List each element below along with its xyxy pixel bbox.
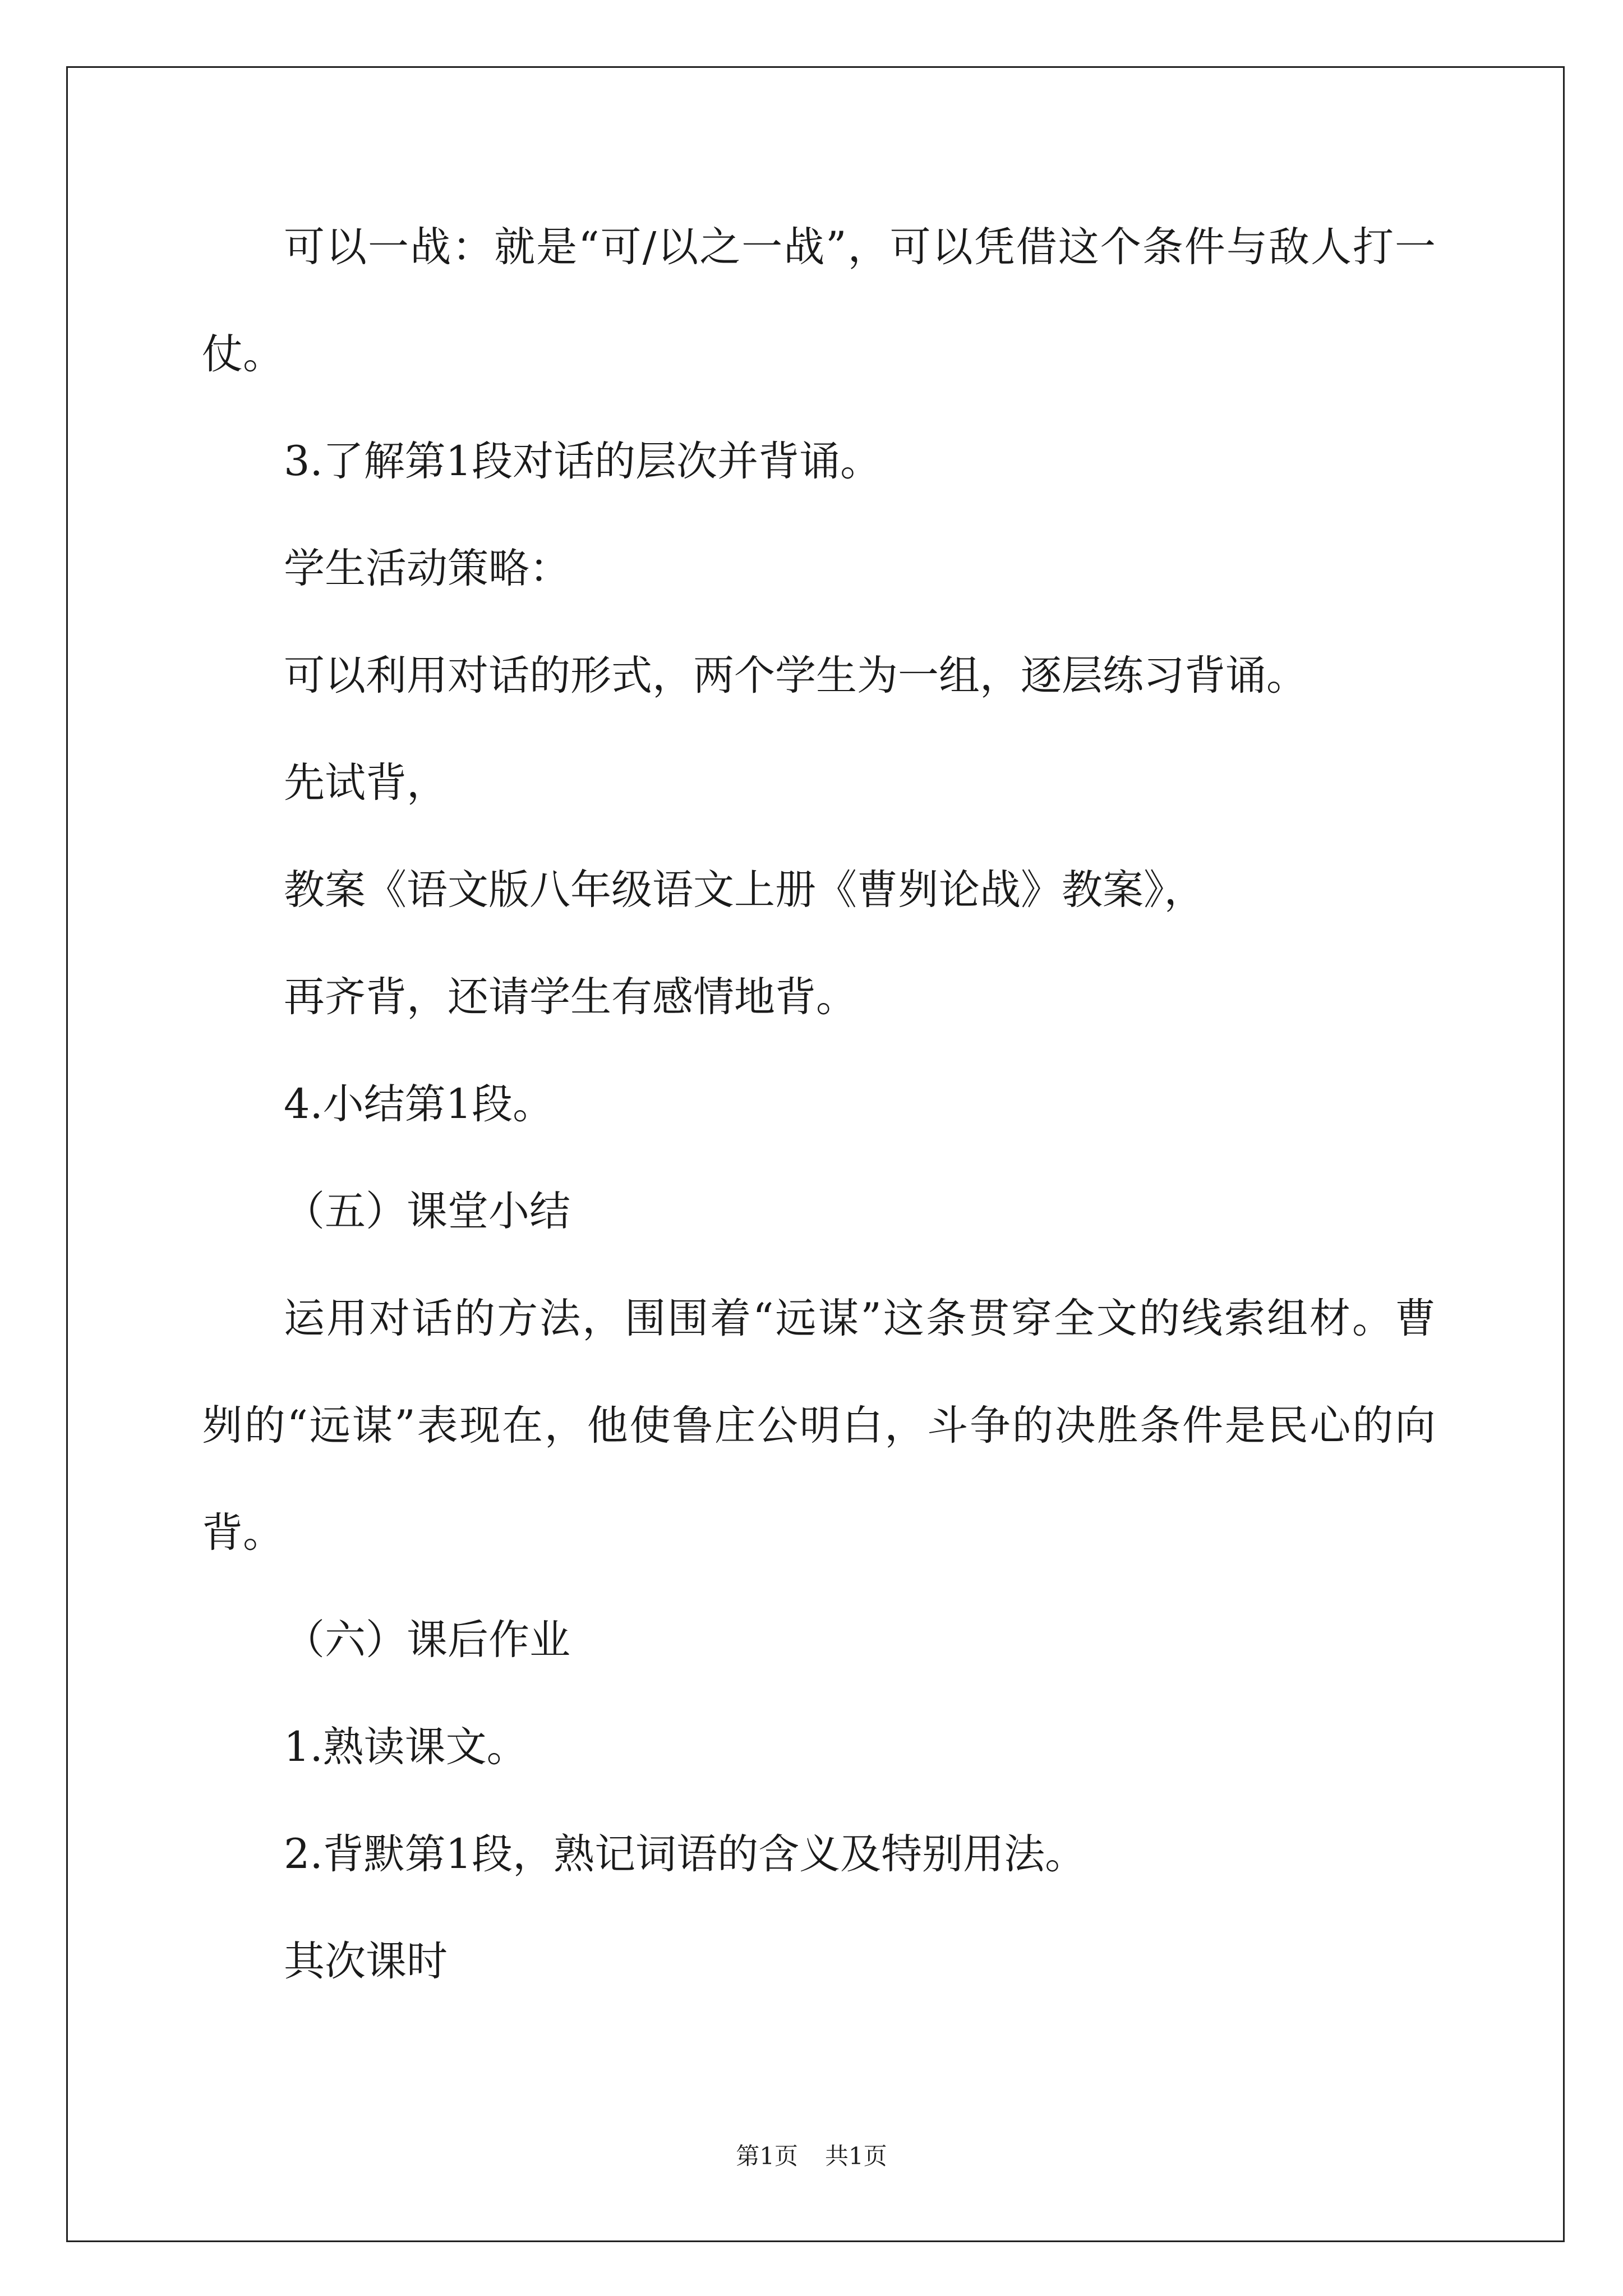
text-line: 教案《语文版八年级语文上册《曹刿论战》教案》， [284, 866, 1205, 914]
text-line: （五）课堂小结 [284, 1188, 570, 1235]
text-line: 先试背， [284, 759, 448, 807]
paragraph [202, 408, 1436, 515]
paragraph [202, 1051, 1436, 1158]
section-heading [202, 1158, 1436, 1265]
paragraph [202, 944, 1436, 1051]
paragraph [202, 1908, 1436, 2015]
text-line: （六）课后作业 [284, 1616, 570, 1664]
paragraph [202, 1801, 1436, 1908]
paragraph [202, 515, 1436, 622]
text-line: 可以利用对话的形式，两个学生为一组，逐层练习背诵。 [284, 652, 1307, 700]
text-line: 刿的“远谋”表现在，他使鲁庄公明白，斗争的决胜条件是民心的向 [202, 1402, 1436, 1450]
section-heading [202, 1586, 1436, 1694]
paragraph [202, 729, 1436, 836]
text-line: 2.背默第1段，熟记词语的含义及特别用法。 [284, 1830, 1086, 1878]
text-line: 4.小结第1段。 [284, 1080, 554, 1128]
page-number: 第1页 [736, 2142, 798, 2170]
paragraph [202, 622, 1436, 729]
text-line: 再齐背，还请学生有感情地背。 [284, 973, 857, 1021]
text-line: 背。 [202, 1509, 284, 1557]
page-total: 共1页 [825, 2142, 887, 2170]
text-line: 学生活动策略： [284, 545, 570, 592]
document-body [202, 194, 1436, 2015]
text-line: 3.了解第1段对话的层次并背诵。 [284, 438, 882, 485]
paragraph [202, 1694, 1436, 1801]
paragraph [202, 836, 1436, 944]
text-line: 1.熟读课文。 [284, 1723, 528, 1771]
text-line: 仗。 [202, 330, 284, 378]
page-footer [0, 2139, 1623, 2173]
paragraph [202, 1265, 1436, 1586]
text-line: 其次课时 [284, 1938, 448, 1985]
text-line: 可以一战：就是“可/以之一战”，可以凭借这个条件与敌人打一 [284, 223, 1436, 271]
paragraph [202, 194, 1436, 408]
text-line: 运用对话的方法，围围着“远谋”这条贯穿全文的线索组材。曹 [284, 1295, 1436, 1342]
